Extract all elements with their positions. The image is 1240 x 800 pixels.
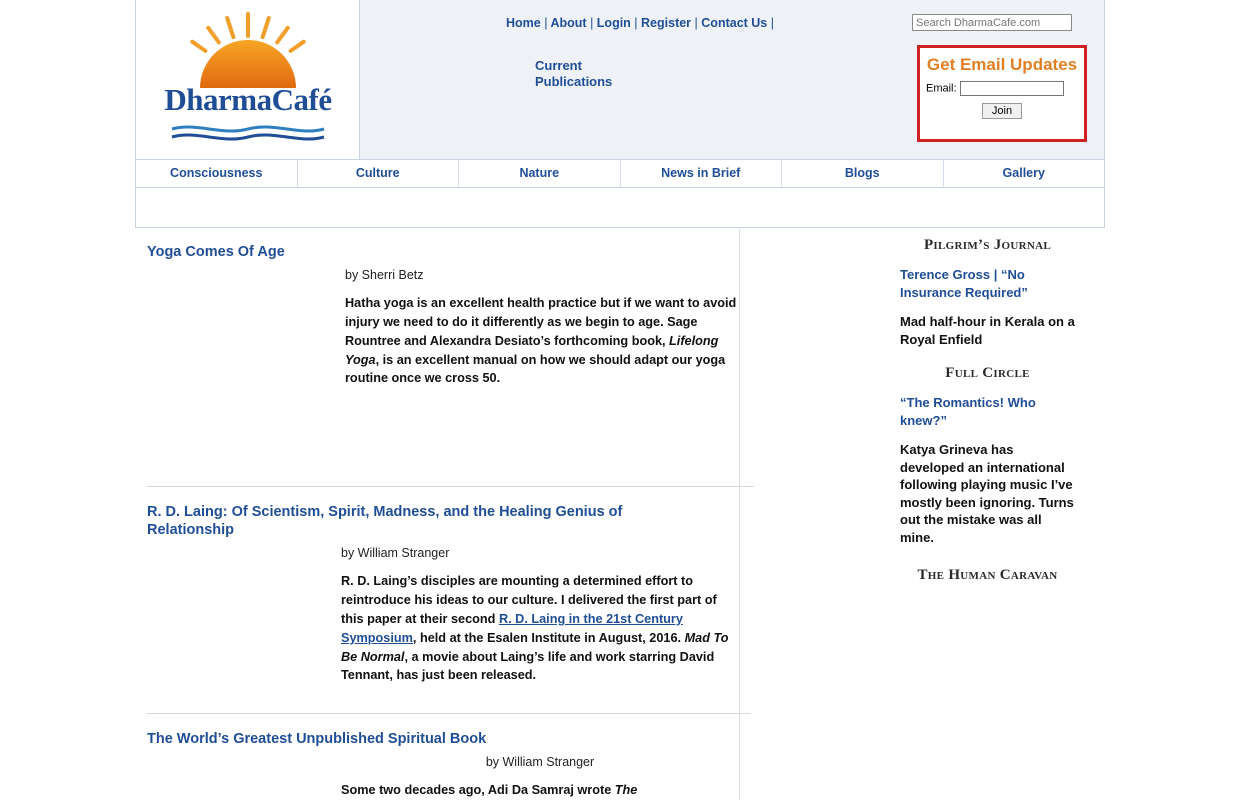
nav-item-culture[interactable]: Culture	[298, 160, 460, 187]
current-publications-line2: Publications	[535, 74, 613, 90]
lede-book-title: The	[614, 783, 638, 798]
topnav-item-home[interactable]: Home	[505, 16, 541, 30]
lede-text-post: , is an excellent manual on how we should adapt our yoga routine once we cross 50.	[345, 352, 726, 386]
topnav-separator: |	[770, 16, 774, 30]
sun-ray-icon	[189, 39, 208, 54]
sidebar-heading: The Human Caravan	[917, 567, 1058, 583]
email-signup-box	[917, 45, 1087, 142]
sidebar-text: Mad half-hour in Kerala on a Royal Enfield	[900, 314, 1075, 347]
lede-film-title: Mad To Be Normal	[341, 630, 729, 664]
page-container	[135, 0, 1105, 800]
lede-text-pre: Hatha yoga is an excellent health practice but if we want to avoid injury we need to do it differently as we begin to age. Sage Rountree and Alexandra Desiato’s forthcoming book,	[345, 296, 737, 348]
search-input[interactable]	[912, 14, 1072, 31]
join-button[interactable]: Join	[982, 103, 1022, 119]
nav-item-gallery[interactable]: Gallery	[1002, 166, 1045, 180]
article-byline: by William Stranger	[485, 755, 595, 770]
topnav-separator: |	[544, 16, 548, 30]
site-header	[135, 0, 1105, 160]
current-publications-line1: Current	[535, 58, 582, 73]
top-navigation	[506, 16, 774, 30]
sun-ray-icon	[288, 39, 307, 54]
nav-spacer	[135, 188, 1105, 228]
sidebar-section-pilgrims-journal	[900, 237, 1075, 348]
lede-text-post: , a movie about Laing’s life and work starring David Tennant, has just been released.	[341, 649, 715, 683]
article-card	[135, 229, 739, 487]
sun-ray-icon	[225, 16, 236, 40]
lede-text-mid: , held at the Esalen Institute in August, 2016.	[412, 630, 685, 645]
logo-wordmark: DharmaCafé	[164, 82, 332, 117]
water-wave-icon	[170, 122, 326, 144]
logo-cell[interactable]	[136, 0, 360, 159]
sun-ray-icon	[274, 25, 290, 45]
article-title[interactable]: R. D. Laing: Of Scientism, Spirit, Madness, and the Healing Genius of Relationship	[147, 504, 623, 539]
topnav-item-login[interactable]: Login	[596, 16, 631, 30]
article-card	[135, 487, 739, 714]
sun-ray-icon	[205, 25, 221, 45]
main-column	[135, 229, 740, 800]
email-field[interactable]	[960, 81, 1064, 96]
lede-book-title: Lifelong Yoga	[345, 333, 719, 367]
topnav-separator: |	[634, 16, 638, 30]
sidebar-link[interactable]: “The Romantics! Who knew?”	[900, 395, 1036, 428]
article-title[interactable]: Yoga Comes Of Age	[147, 244, 285, 260]
topnav-separator: |	[590, 16, 594, 30]
sidebar-section-human-caravan	[900, 567, 1075, 584]
email-signup-title: Get Email Updates	[926, 55, 1078, 74]
topnav-item-register[interactable]: Register	[641, 16, 692, 30]
lede-text-pre: R. D. Laing’s disciples are mounting a determined effort to reintroduce his ideas to our culture. I delivered the first part of this paper at their second	[341, 574, 717, 626]
main-navigation	[135, 160, 1105, 188]
header-right	[360, 0, 1104, 159]
sidebar-section-full-circle	[900, 365, 1075, 546]
sidebar-heading: Full Circle	[945, 365, 1030, 381]
nav-item-consciousness[interactable]: Consciousness	[136, 160, 298, 187]
sidebar-link[interactable]: Terence Gross | “No Insurance Required”	[900, 267, 1028, 300]
article-byline: by William Stranger	[341, 546, 450, 561]
sidebar-heading: Pilgrim’s Journal	[923, 237, 1052, 253]
article-body	[341, 755, 739, 800]
sun-ray-icon	[246, 12, 250, 38]
article-byline: by Sherri Betz	[345, 268, 424, 283]
nav-item-blogs[interactable]: Blogs	[782, 160, 944, 187]
nav-item-news-in-brief[interactable]: News in Brief	[621, 160, 783, 187]
topnav-separator: |	[694, 16, 698, 30]
topnav-item-about[interactable]: About	[550, 16, 587, 30]
sidebar-column	[740, 229, 1105, 800]
sun-ray-icon	[260, 16, 271, 40]
topnav-item-contact-us[interactable]: Contact Us	[701, 16, 768, 30]
lede-text-pre: Some two decades ago, Adi Da Samraj wrote	[341, 783, 615, 798]
article-title[interactable]: The World’s Greatest Unpublished Spiritual Book	[147, 731, 487, 748]
article-lede	[341, 781, 739, 800]
article-lede	[341, 572, 739, 685]
sun-icon	[200, 40, 296, 88]
email-field-label: Email:	[926, 82, 957, 95]
sidebar-text: Katya Grineva has developed an international following playing music I’ve mostly been ignoring. Turns out the mistake was all mine.	[900, 442, 1074, 545]
current-publications-label[interactable]	[535, 58, 685, 91]
symposium-link[interactable]: R. D. Laing in the 21st Century Symposium	[341, 611, 683, 645]
content-area	[135, 229, 1105, 800]
site-logo[interactable]	[148, 10, 348, 140]
article-lede	[345, 294, 739, 388]
article-body	[341, 546, 739, 685]
nav-item-nature[interactable]: Nature	[459, 160, 621, 187]
article-body	[345, 268, 739, 388]
email-signup-row	[920, 81, 1084, 96]
article-card	[135, 714, 739, 800]
